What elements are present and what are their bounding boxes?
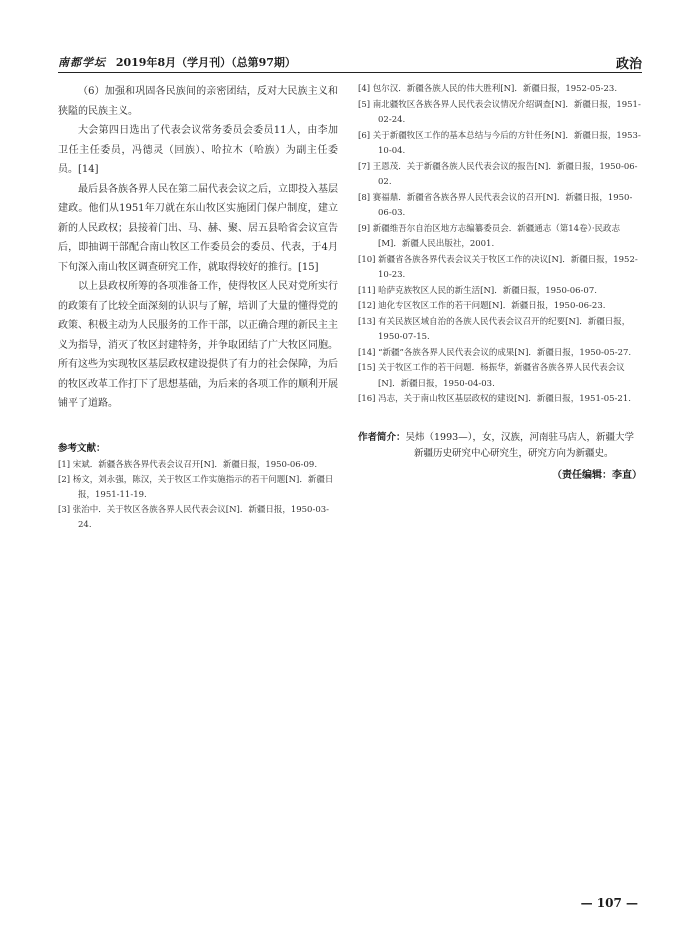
responsible-editor: （责任编辑：李直） xyxy=(552,469,642,481)
reference-num: [14] xyxy=(358,347,376,358)
reference-num: [5] xyxy=(358,99,371,110)
reference-13 xyxy=(358,315,642,346)
reference-num: [11] xyxy=(358,285,376,296)
body-paragraph-1: （6）加强和巩固各民族间的亲密团结，反对大民族主义和狭隘的民族主义。 xyxy=(58,86,338,117)
references-left xyxy=(58,458,338,533)
reference-num: [3] xyxy=(58,504,71,515)
journal-name: 南都学坛 xyxy=(58,56,106,69)
reference-text: 张治中．关于牧区各族各界人民代表会议[N]．新疆日报，1950-03-24. xyxy=(72,504,330,530)
reference-4 xyxy=(358,82,642,98)
reference-1 xyxy=(58,458,338,473)
reference-text: “新疆”各族各界人民代表会议的成果[N]．新疆日报，1950-05-27. xyxy=(378,347,632,358)
reference-text: 关于牧区工作的若干问题．杨振华，新疆省各族各界人民代表会议[N]．新疆日报，1950-04-03. xyxy=(378,363,625,389)
journal-header xyxy=(58,54,296,70)
reference-text: 南北疆牧区各族各界人民代表会议情况介绍调查[N]．新疆日报，1951-02-24. xyxy=(372,99,641,125)
reference-text: 冯志，关于南山牧区基层政权的建设[N]．新疆日报，1951-05-21. xyxy=(378,394,631,404)
reference-num: [12] xyxy=(358,301,376,311)
running-header xyxy=(58,52,642,73)
issue-info: 2019年8月（学月刊）（总第97期） xyxy=(115,56,296,69)
reference-text: 新疆维吾尔自治区地方志编纂委员会．新疆通志（第14卷）·民政志[M]．新疆人民出版社，2001. xyxy=(372,223,621,249)
reference-num: [9] xyxy=(358,223,371,234)
references-title: 参考文献： xyxy=(58,442,106,454)
section-label: 政治 xyxy=(615,57,642,72)
body-paragraph-4: 以上县政权所筹的各项准备工作，使得牧区人民对党所实行的政策有了比较全面深刻的认识与了解，培训了大量的懂得党的政策、积极主动为人民服务的工作干部，以正确合理的新民主主义为指导，消灭了牧区封建特务，并争取团结了广大牧区同胞。所有这些为实现牧区基层政权建设提供了有力的社会保障，为后的牧区改革工作打下了思想基础，为后来的各项工作的顺利开展铺平了道路。 xyxy=(58,281,338,409)
reference-num: [1] xyxy=(58,459,71,470)
reference-text: 新疆省各族各界代表会议关于牧区工作的决议[N]．新疆日报，1952-10-23. xyxy=(378,254,638,280)
reference-text: 杨文，刘永强，陈汉，关于牧区工作实施指示的若干问题[N]．新疆日报，1951-11-19. xyxy=(72,474,334,500)
reference-num: [10] xyxy=(358,254,376,265)
reference-num: [16] xyxy=(358,394,376,404)
reference-text: 宋斌．新疆各族各界代表会议召开[N]．新疆日报，1950-06-09. xyxy=(72,459,318,470)
left-column xyxy=(58,82,338,533)
references-right xyxy=(358,82,642,408)
reference-text: 哈萨克族牧区人民的新生活[N]．新疆日报，1950-06-07. xyxy=(378,285,597,296)
reference-text: 包尔汉．新疆各族人民的伟大胜利[N]．新疆日报，1952-05-23. xyxy=(372,84,618,94)
reference-5 xyxy=(358,98,642,129)
reference-16 xyxy=(358,392,642,408)
reference-2 xyxy=(58,473,338,503)
reference-text: 王恩茂．关于新疆各族人民代表会议的报告[N]．新疆日报，1950-06-02. xyxy=(372,161,638,187)
body-paragraph-2: 大会第四日选出了代表会议常务委员会委员11人，由李加卫任主任委员，冯德灵（回族）、哈拉木（哈族）为副主任委员。[14] xyxy=(58,125,338,175)
reference-text: 关于新疆牧区工作的基本总结与今后的方针任务[N]．新疆日报，1953-10-04. xyxy=(372,130,641,156)
reference-text: 赛福鼎．新疆省各族各界人民代表会议的召开[N]．新疆日报，1950-06-03. xyxy=(372,192,633,218)
reference-num: [6] xyxy=(358,130,371,141)
reference-10 xyxy=(358,253,642,284)
reference-12 xyxy=(358,299,642,315)
reference-num: [15] xyxy=(358,363,376,373)
author-bio-text: 吴炜（1993—），女，汉族，河南驻马店人，新疆大学新疆历史研究中心研究生，研究方向为新疆史。 xyxy=(405,431,634,459)
reference-7 xyxy=(358,160,642,191)
reference-15 xyxy=(358,361,642,392)
reference-num: [4] xyxy=(358,84,371,94)
right-column xyxy=(358,82,642,481)
body-paragraph-3: 最后县各族各界人民在第二届代表会议之后，立即投入基层建政。他们从1951年刀就在东山牧区实施团门保户制度，建立新的人民政权；县接着门出、马、赫、聚、居五县哈省会议宣告后，即抽调干部配合南山牧区工作委员会的委员、代表，于4月下旬深入南山牧区调查研究工作，就取得较好的推行。[15] xyxy=(58,183,338,273)
reference-6 xyxy=(358,129,642,160)
reference-14 xyxy=(358,346,642,362)
reference-num: [13] xyxy=(358,316,376,327)
reference-num: [2] xyxy=(58,474,71,485)
reference-9 xyxy=(358,222,642,253)
reference-3 xyxy=(58,503,338,533)
reference-11 xyxy=(358,284,642,300)
reference-num: [7] xyxy=(358,161,371,172)
reference-num: [8] xyxy=(358,192,371,203)
reference-text: 有关民族区域自治的各族人民代表会议召开的纪要[N]．新疆日报，1950-07-15. xyxy=(378,316,631,342)
page-number: — 107 — xyxy=(580,896,638,910)
reference-text: 迪化专区牧区工作的若干问题[N]．新疆日报，1950-06-23. xyxy=(378,301,606,311)
author-bio-label: 作者简介： xyxy=(358,431,406,443)
author-bio xyxy=(358,430,642,462)
reference-8 xyxy=(358,191,642,222)
